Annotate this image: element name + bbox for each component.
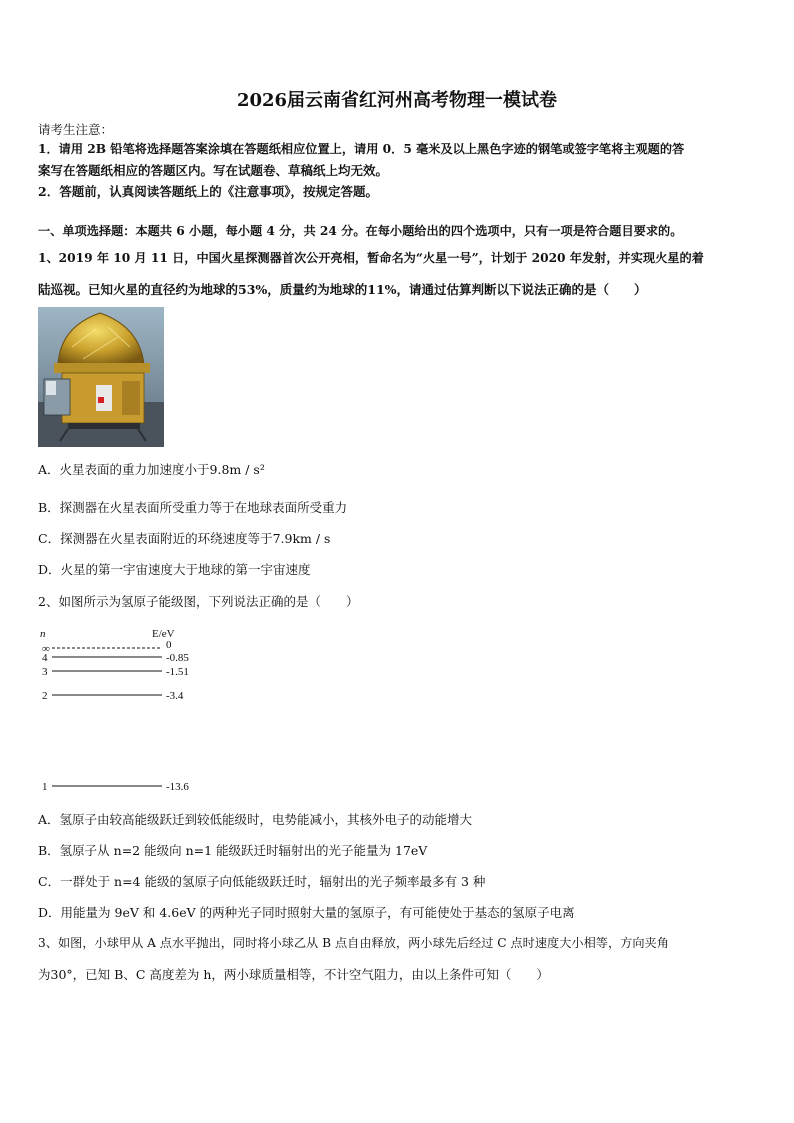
q2-option-c: C．一群处于 n=4 能级的氢原子向低能级跃迁时，辐射出的光子频率最多有 3 种 [38,874,486,889]
q2-stem: 2、如图所示为氢原子能级图，下列说法正确的是（ ） [38,594,359,609]
level-energy-label: -3.4 [166,690,184,702]
level-n-label: 1 [42,781,48,793]
q1-option-b: B．探测器在火星表面所受重力等于在地球表面所受重力 [38,500,348,515]
q3-stem-a: 3、如图，小球甲从 A 点水平抛出，同时将小球乙从 B 点自由释放，两小球先后经过 C 点时速度大小相等，方向夹角 [38,936,669,950]
level-energy-label: -1.51 [166,666,189,678]
page-title: 2026届云南省红河州高考物理一模试卷 [236,90,558,111]
level-n-label: ∞ [42,643,50,655]
notice-heading: 请考生注意： [38,122,114,137]
q2-option-d: D．用能量为 9eV 和 4.6eV 的两种光子同时照射大量的氢原子，有可能使处于基态的氢原子电离 [38,905,575,920]
level-n-label: 4 [42,652,48,664]
notice-line-1a: 1．请用 2B 铅笔将选择题答案涂填在答题纸相应位置上，请用 0．5 毫米及以上黑色字迹的钢笔或签字笔将主观题的答 [38,142,685,156]
q1-stem-a: 1、2019 年 10 月 11 日，中国火星探测器首次公开亮相，暂命名为“火星一号”，计划于 2020 年发射，并实现火星的着 [38,251,704,265]
level-n-label: 2 [42,690,48,702]
level-energy-label: 0 [166,639,172,651]
q2-option-b: B．氢原子从 n=2 能级向 n=1 能级跃迁时辐射出的光子能量为 17eV [38,843,428,858]
mars-probe-photo [38,307,164,447]
q2-option-a: A．氢原子由较高能级跃迁到较低能级时，电势能减小，其核外电子的动能增大 [38,812,473,827]
notice-line-1b: 案写在答题纸相应的答题区内。写在试题卷、草稿纸上均无效。 [38,163,389,178]
level-energy-label: -13.6 [166,781,189,793]
q1-option-c: C．探测器在火星表面附近的环绕速度等于7.9km / s [38,531,331,546]
level-n-label: 3 [42,666,48,678]
axis-label-energy: E/eV [152,628,175,640]
q1-option-a: A．火星表面的重力加速度小于9.8m / s² [38,462,265,477]
axis-label-n: n [40,628,46,640]
q3-stem-b: 为30°，已知 B、C 高度差为 h，两小球质量相等，不计空气阻力，由以上条件可知（ ） [38,967,549,982]
notice-line-2: 2．答题前，认真阅读答题纸上的《注意事项》，按规定答题。 [38,184,378,199]
q1-option-d: D．火星的第一宇宙速度大于地球的第一宇宙速度 [38,562,311,577]
q1-stem-b: 陆巡视。已知火星的直径约为地球的53%，质量约为地球的11%，请通过估算判断以下说法正确的是（ ） [38,282,647,297]
level-energy-label: -0.85 [166,652,189,664]
section-heading: 一、单项选择题：本题共 6 小题，每小题 4 分，共 24 分。在每小题给出的四个选项中，只有一项是符合题目要求的。 [38,224,683,238]
energy-level-diagram [36,625,206,793]
